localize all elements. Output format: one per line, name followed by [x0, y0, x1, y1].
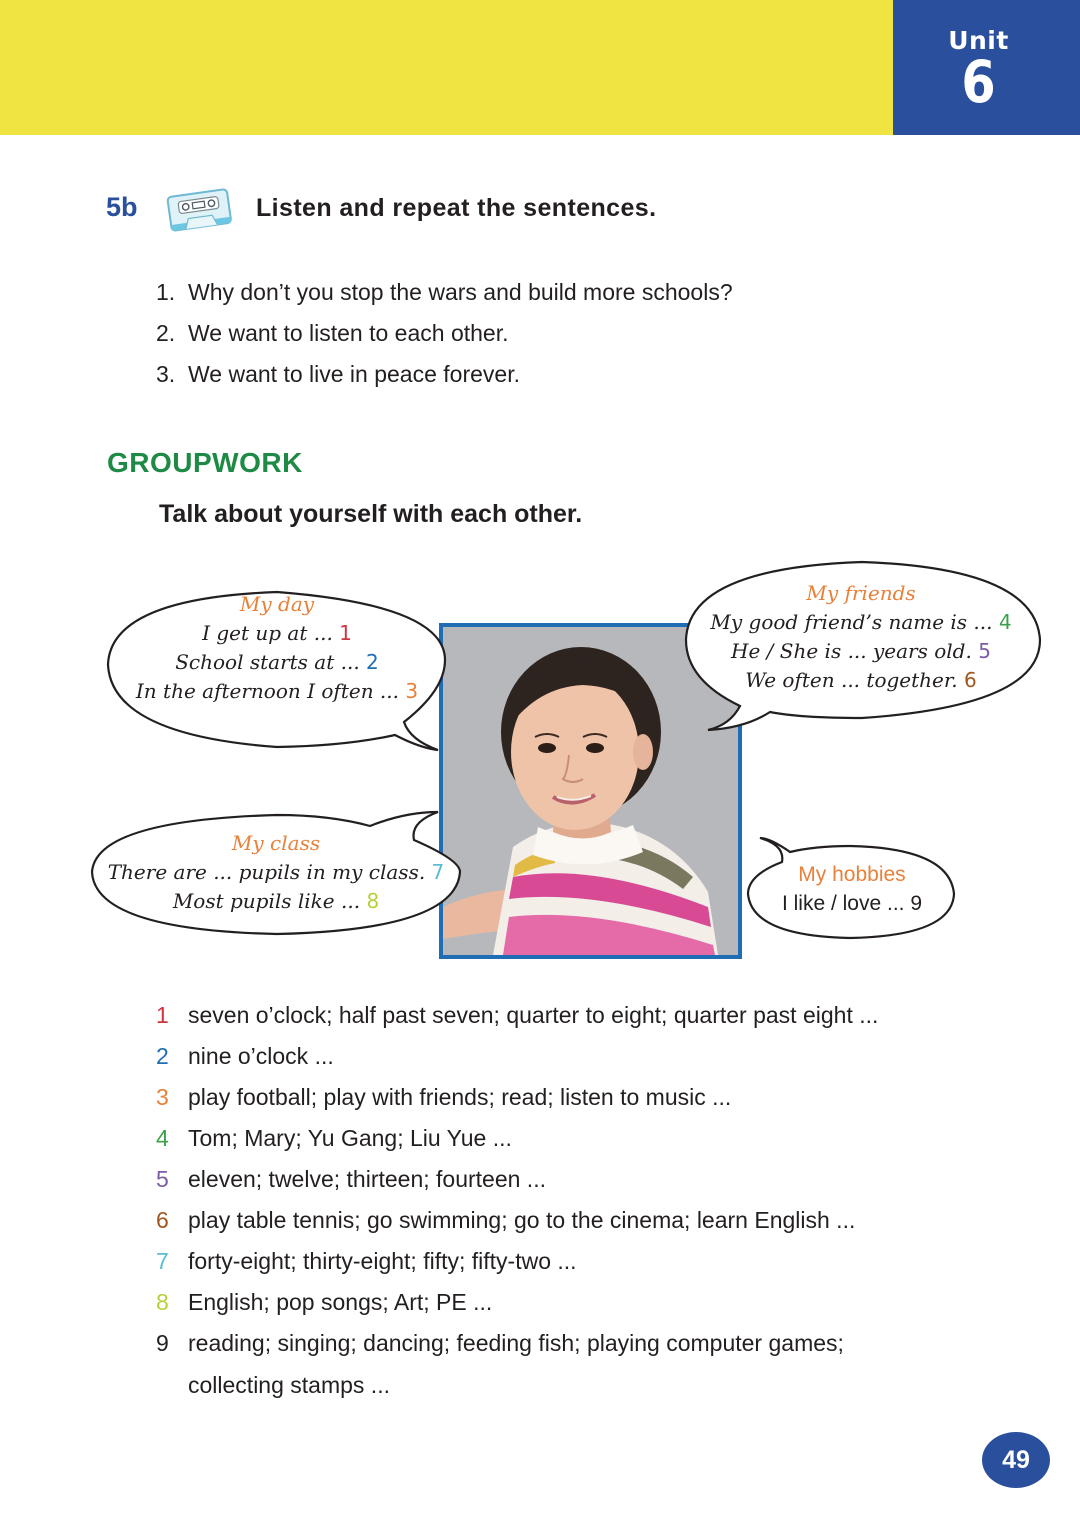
unit-block	[893, 0, 1080, 135]
key-ref: 1	[339, 621, 352, 645]
bubble-line-text: I get up at ...	[202, 621, 340, 645]
bubble-line	[696, 608, 1026, 637]
key-ref: 3	[405, 679, 419, 703]
bubble-line	[696, 637, 1026, 666]
bubble-line-text: In the afternoon I often ...	[135, 679, 406, 703]
key-text: reading; singing; dancing; feeding fish; playing computer games;	[188, 1330, 844, 1356]
bubble-line	[118, 677, 436, 706]
key-list-item	[156, 1166, 546, 1193]
bubble-title: My hobbies	[798, 863, 906, 886]
sentence-item	[156, 361, 520, 388]
bubble-line	[696, 666, 1026, 695]
key-list-item	[156, 1043, 334, 1070]
header-band	[0, 0, 893, 135]
key-text: seven o’clock; half past seven; quarter to eight; quarter past eight ...	[188, 1002, 879, 1028]
sentence-item	[156, 279, 733, 306]
exercise-number: 5b	[106, 192, 138, 222]
unit-label: Unit	[948, 26, 1009, 55]
page-number: 49	[982, 1432, 1050, 1488]
key-ref: 4	[998, 610, 1012, 634]
key-ref: 5	[978, 639, 991, 663]
bubble-my-class	[98, 829, 454, 916]
key-ref: 7	[431, 860, 445, 884]
key-text: nine o’clock ...	[188, 1043, 334, 1069]
bubble-line	[118, 619, 436, 648]
key-number: 8	[156, 1289, 169, 1315]
key-text: play football; play with friends; read; listen to music ...	[188, 1084, 732, 1110]
sentence-number: 1.	[156, 279, 176, 305]
key-ref: 9	[910, 892, 923, 915]
key-number: 9	[156, 1330, 169, 1356]
bubble-line	[98, 858, 454, 887]
bubble-line	[758, 889, 946, 918]
sentence-text: We want to listen to each other.	[188, 320, 509, 346]
key-list-item	[156, 1125, 512, 1152]
key-text: English; pop songs; Art; PE ...	[188, 1289, 493, 1315]
bubble-my-hobbies	[758, 860, 946, 918]
bubble-line-text: School starts at ...	[175, 650, 367, 674]
sentence-text: Why don’t you stop the wars and build more schools?	[188, 279, 733, 305]
key-ref: 2	[366, 650, 379, 674]
bubble-line	[98, 887, 454, 916]
key-number: 1	[156, 1002, 169, 1028]
key-text: forty-eight; thirty-eight; fifty; fifty-two ...	[188, 1248, 577, 1274]
exercise-title: Listen and repeat the sentences.	[256, 194, 657, 222]
key-number: 3	[156, 1084, 169, 1110]
sentence-text: We want to live in peace forever.	[188, 361, 520, 387]
bubble-my-day	[118, 590, 436, 706]
key-number: 5	[156, 1166, 169, 1192]
bubble-title: My day	[239, 592, 315, 616]
key-text: play table tennis; go swimming; go to the cinema; learn English ...	[188, 1207, 856, 1233]
key-number: 7	[156, 1248, 169, 1274]
key-text-continuation: collecting stamps ...	[188, 1372, 390, 1398]
key-text: Tom; Mary; Yu Gang; Liu Yue ...	[188, 1125, 512, 1151]
bubble-line-text: There are ... pupils in my class.	[107, 860, 432, 884]
cassette-tape-icon[interactable]	[163, 183, 235, 233]
key-text: eleven; twelve; thirteen; fourteen ...	[188, 1166, 546, 1192]
key-list-item	[156, 1248, 577, 1275]
sentence-number: 2.	[156, 320, 176, 346]
bubble-line-text: I like / love ...	[781, 892, 911, 915]
groupwork-heading: GROUPWORK	[107, 447, 303, 478]
bubble-title: My class	[231, 831, 321, 855]
unit-number: 6	[961, 48, 996, 116]
bubble-line-text: He / She is ... years old.	[731, 639, 979, 663]
key-ref: 8	[366, 889, 380, 913]
key-number: 6	[156, 1207, 169, 1233]
sentence-number: 3.	[156, 361, 176, 387]
sentence-item	[156, 320, 508, 347]
bubble-line-text: We often ... together.	[745, 668, 964, 692]
bubble-line	[118, 648, 436, 677]
key-list-item	[156, 1330, 844, 1357]
bubble-line-text: My good friend’s name is ...	[710, 610, 999, 634]
bubble-title: My friends	[806, 581, 916, 605]
key-list-item	[156, 1207, 855, 1234]
groupwork-instruction: Talk about yourself with each other.	[159, 500, 583, 528]
key-number: 2	[156, 1043, 169, 1069]
key-list-item	[156, 1002, 878, 1029]
key-number: 4	[156, 1125, 169, 1151]
bubble-line-text: Most pupils like ...	[172, 889, 367, 913]
key-list-item	[156, 1084, 731, 1111]
key-list-item	[156, 1289, 492, 1316]
bubble-my-friends	[696, 579, 1026, 695]
key-ref: 6	[963, 668, 977, 692]
